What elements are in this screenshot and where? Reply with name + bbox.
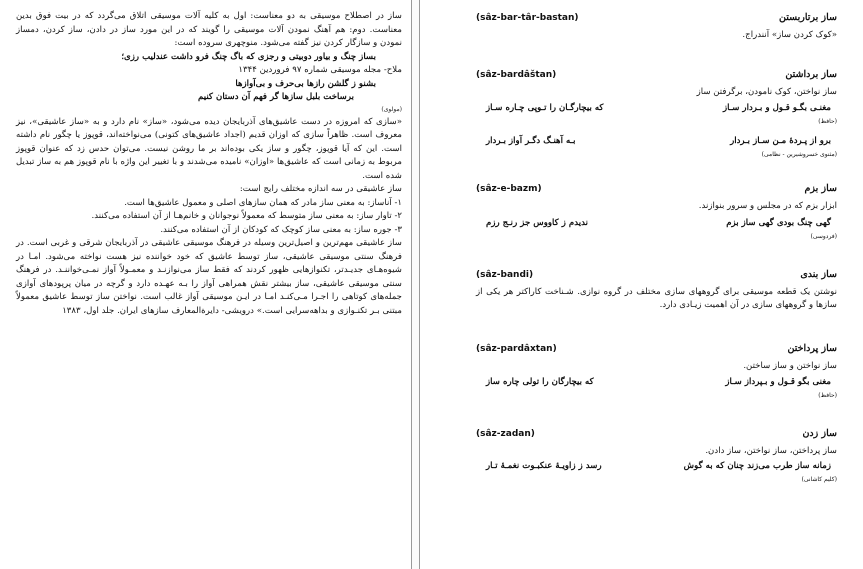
entry-transliteration: (sâz-bandi): [476, 269, 534, 280]
left-page: [0, 0, 412, 569]
entry-transliteration: (sâz-zadan): [476, 429, 535, 439]
entry-title: ساز بندی: [800, 268, 837, 280]
verse-line-1: بشنو ز گلشن رازها بی‌حرف و بی‌آوازها: [235, 78, 376, 89]
dictionary-entry: [476, 343, 837, 401]
hemistich-second: بـه آهنـگ دگـر آواز بـردار: [486, 136, 576, 146]
entry-definition: ساز نواختن و ساز ساختن.: [743, 360, 837, 371]
entry-transliteration: (sâz-bardâštan): [476, 69, 557, 80]
entry-definition: «کوک کردن ساز» آنندراج.: [742, 30, 837, 40]
hemistich-first: مغنـی بگـو قـول و بـردار سـاز: [722, 103, 831, 113]
verse-source-magazine: ملاح- مجله موسیقی شماره ۹۷ فروردین ۱۳۴۴: [238, 65, 402, 75]
entry-transliteration: (sâz-bar-târ-bastan): [476, 13, 579, 23]
entry-definition: ساز نواختن، کوک نامودن، برگرفتن ساز: [696, 86, 837, 97]
verse-source: (فردوسی): [810, 232, 837, 240]
entry-definition: ابزار بزم که در مجلس و سرور بنوازند.: [698, 201, 837, 211]
verse-manouchehri: بساز چنگ و بیاور دوبیتی و رجزی که باگ چنگ فرو داشت عندلیب رزی؛: [121, 51, 376, 62]
verse-source-molavi: (مولوی): [381, 105, 402, 113]
hemistich-second: که بیچارگان را تولی چاره ساز: [486, 377, 594, 387]
entry-title: ساز برتاربستن: [779, 12, 837, 23]
entry-title: ساز پرداختن: [787, 342, 837, 354]
verse-couplet: [476, 459, 837, 473]
list-item-anasaz: ۱- آناساز: به معنی ساز مادر که همان سازهای اصلی و معمول عاشیق‌ها است.: [124, 197, 402, 208]
verse-couplet: [476, 375, 837, 389]
entry-title: ساز برداشتن: [785, 68, 837, 80]
dictionary-entry: [476, 428, 837, 484]
hemistich-second: که بیچارگـان را تـوپی چـاره سـاز: [486, 103, 604, 113]
dictionary-entry: [476, 69, 837, 160]
hemistich-first: مغنی بگو قـول و بـپرداز سـاز: [725, 377, 831, 387]
paragraph-ashiq-saz: «سازی که امروزه در دست عاشیق‌های آذربایجان دیده می‌شود، «ساز» نام دارد و به «ساز عاشیقی»، نیز معروف است. ظاهراً سازی که اوزان قدیم (اجداد عاشیق‌های کتونی) می‌نواخته‌اند، قوپوز یا چگور نام داشته است. این که آیا قوپوز، چگور و ساز یکی بوده‌اند بر ما روشن نیست. می‌توان حدس زد که عنوان قوپوز مربوط به زمانی است که عاشیق‌ها «اوزان» نامیده می‌شدند و با تغییر این واژه با نام قوپوز هم به ساز تبدیل شده است.: [16, 116, 402, 181]
hemistich-first: زمانه ساز طرب می‌زند چنان که به گوش: [683, 460, 831, 471]
verse-source: (کلیم کاشانی): [801, 475, 837, 483]
verse-source: (مثنوی خسرو‌شیرین - نظامی): [761, 151, 837, 158]
verse-source: (حافظ): [818, 118, 837, 125]
right-page: [420, 0, 863, 569]
verse-couplet: [476, 216, 837, 230]
verse-couplet: [476, 134, 837, 148]
entry-definition: ساز پرداختن، ساز نواختن، ساز دادن.: [705, 446, 837, 456]
list-item-jore-saz: ۳- جوره ساز: به معنی ساز کوچک که کودکان از آن استفاده می‌کنند.: [160, 224, 402, 235]
hemistich-first: برو از پـردهٔ مـن سـاز بـردار: [730, 136, 831, 146]
verse-source: (حافظ): [818, 392, 837, 399]
dictionary-entry: [476, 269, 837, 313]
dictionary-entry: [476, 12, 837, 43]
entry-definition: نوشتن یک قطعه موسیقی برای گروههای سازی مختلف در گروه نوازی. شـناخت کاراکتر هر یکی از سازها و گروههای سازی در آن اهمیت زیـادی دارد.: [476, 286, 837, 310]
verse-line-2: برساخت بلبل سازها گر فهم آن دستان کنیم: [198, 92, 354, 102]
verse-couplet: [476, 101, 837, 115]
entry-transliteration: (sâz-pardâxtan): [476, 343, 557, 354]
entry-transliteration: (sâz-e-bazm): [476, 184, 542, 194]
dictionary-entry: [476, 183, 837, 241]
hemistich-second: رسد ز زاویـهٔ عنکبـوت نغمـهٔ تـار: [486, 460, 602, 471]
book-gutter: [411, 0, 420, 569]
hemistich-first: گهی چنگ بودی گهی ساز بزم: [726, 217, 831, 228]
paragraph-intro: ساز در اصطلاح موسیقی به دو معناست: اول به کلیه آلات موسیقی اتلاق می‌گردد که در بیت فوق بدین معناست. دوم: هم آهنگ نمودن آلات موسیقی را گویند که در این مورد ساز در دادن، ساز کردن، دمساز نمودن و سازگار کردن نیز گفته می‌شود. منوچهری سروده است:: [16, 11, 402, 48]
paragraph-ashiq-culture: ساز عاشیقی مهم‌ترین و اصیل‌ترین وسیله در فرهنگ موسیقی عاشیقی در آذربایجان شرقی و غربی است. در فرهنگ سنتی موسیقی عاشیقی، ساز توسط عاشیق که خود خواننده نیز هست نواخته می‌شود. امـا در شیوه‌هـای جدیـدتر، تکنوازهایی ظهور کردند که فقط ساز می‌نوازنـد و معمـولاً آواز نمـی‌خواننـد. در فرهنگ سنتی موسیقی عاشیقی، ساز بیشتر نقش همراهی آواز را بـه عهـده دارد و گرچه در میان پرپودهای آوازی جمله‌های کوتاهی را اجـرا مـی‌کنـد امـا در ایـن موسیقی آواز غالب است. نواختن ساز توسط عاشیق معمولاً مبتنی بـر تکنـوازی و بداهه‌سرایی است.» درویشی- دایرةالمعارف سازهای ایران. جلد اول، ۱۳۸۳: [16, 238, 402, 316]
entry-title: ساز زدن: [802, 428, 837, 439]
entry-title: ساز بزم: [804, 183, 837, 194]
list-item-tavar-saz: ۲- تاوار ساز: به معنی ساز متوسط که معمولاً نوجوانان و خانم‌هـا از آن استفاده می‌کنند.: [91, 211, 402, 221]
paragraph-sizes-intro: ساز عاشیقی در سه اندازه مختلف رایج است:: [239, 184, 402, 194]
hemistich-second: ندیدم ز کاووس جز رنـج رزم: [486, 217, 589, 228]
